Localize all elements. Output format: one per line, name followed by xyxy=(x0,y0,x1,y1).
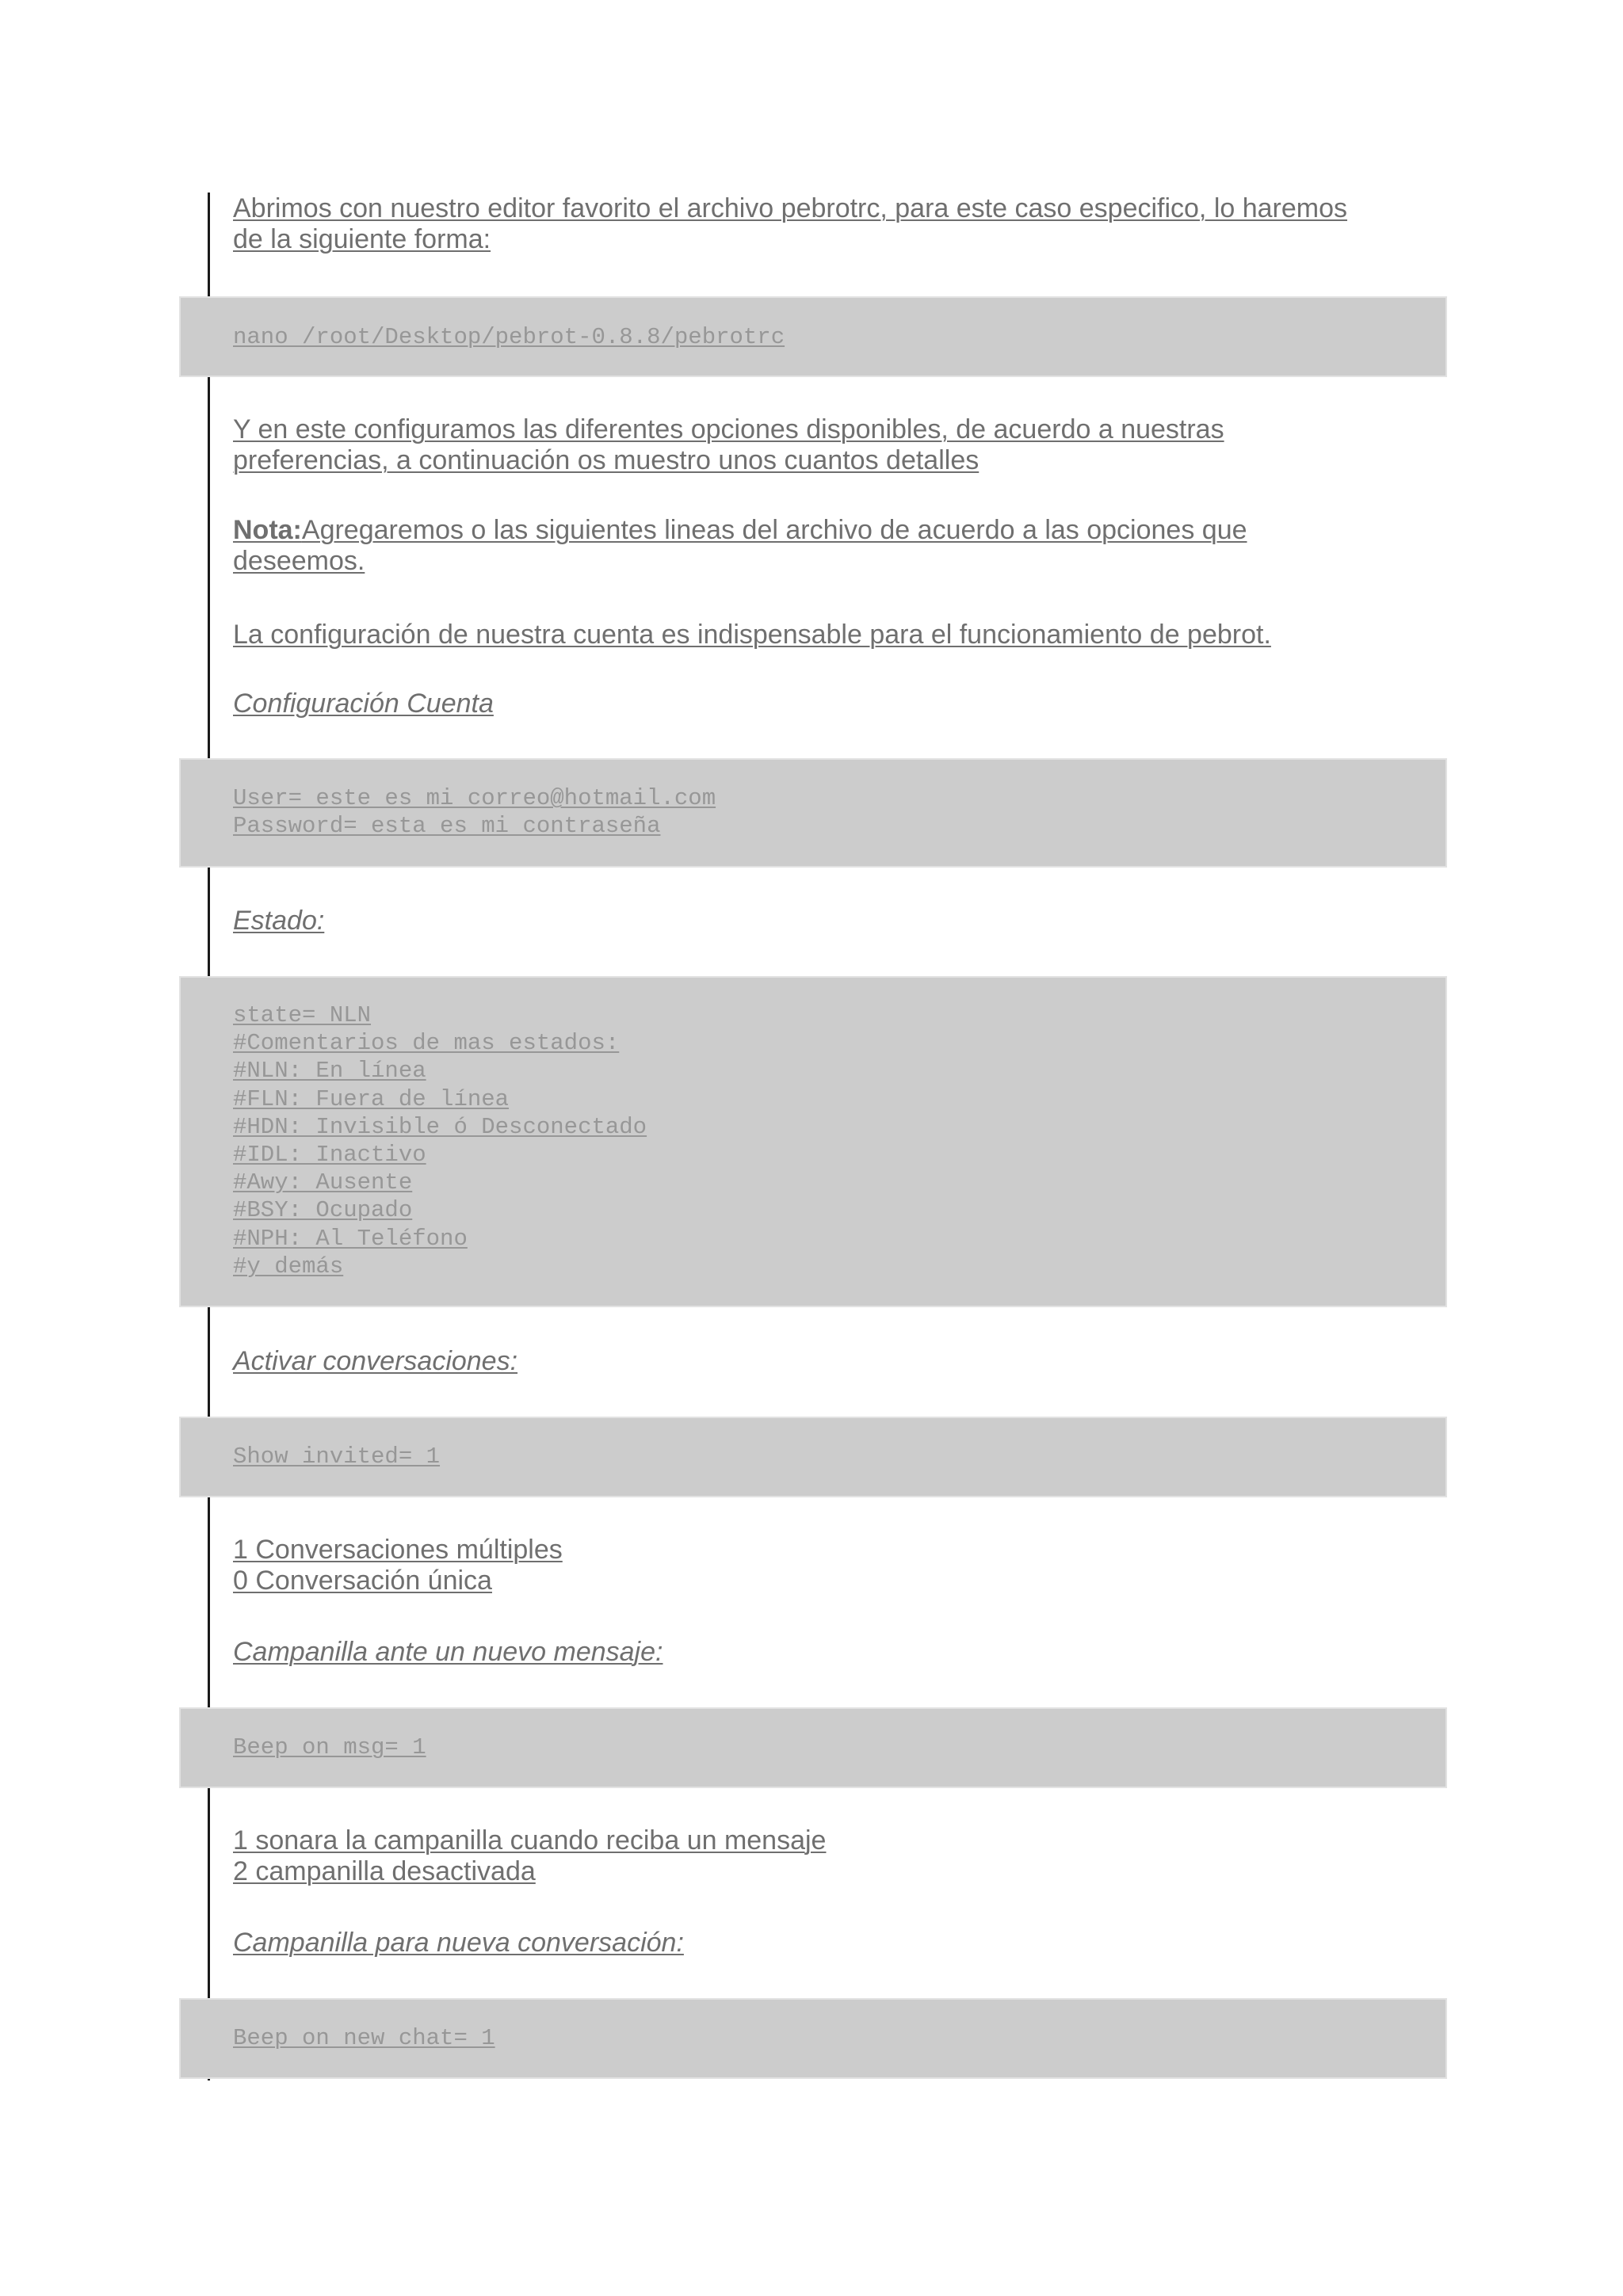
note-line-2: deseemos. xyxy=(233,546,365,576)
code-line: #HDN: Invisible ó Desconectado xyxy=(233,1113,647,1140)
note-paragraph xyxy=(233,515,1422,577)
heading-message-bell xyxy=(233,1637,1422,1668)
account-required-text: La configuración de nuestra cuenta es indispensable para el funcionamiento de pebrot. xyxy=(233,620,1271,650)
code-line: #Awy: Ausente xyxy=(233,1169,413,1196)
code-line: #BSY: Ocupado xyxy=(233,1197,413,1224)
intro-paragraph xyxy=(233,193,1422,255)
code-line: User= este es mi correo@hotmail.com xyxy=(233,785,716,811)
code-block-conversations xyxy=(233,1443,1422,1470)
heading-chat-bell xyxy=(233,1928,1422,1958)
code-line: #NPH: Al Teléfono xyxy=(233,1225,468,1252)
note-text: Agregaremos o las siguientes lineas del archivo de acuerdo a las opciones que xyxy=(301,515,1247,545)
heading-account-text: Configuración Cuenta xyxy=(233,688,494,719)
code-block-message-bell xyxy=(233,1733,1422,1761)
option-line: 2 campanilla desactivada xyxy=(233,1856,536,1886)
intro-line-2: de la siguiente forma: xyxy=(233,224,491,254)
heading-state-text: Estado: xyxy=(233,906,325,936)
account-required-paragraph xyxy=(233,620,1422,650)
code-block-account xyxy=(233,784,1422,840)
heading-conversations xyxy=(233,1346,1422,1377)
heading-state xyxy=(233,906,1422,936)
heading-chat-bell-text: Campanilla para nueva conversación: xyxy=(233,1928,684,1958)
code-line: #y demás xyxy=(233,1253,344,1280)
note-line-1 xyxy=(233,515,1422,546)
code-line: Show invited= 1 xyxy=(233,1444,441,1470)
code-block-state xyxy=(233,1001,1422,1280)
code-line: nano /root/Desktop/pebrot-0.8.8/pebrotrc xyxy=(233,324,785,350)
code-block-open-file xyxy=(233,323,1422,351)
code-block-chat-bell xyxy=(233,2024,1422,2052)
heading-message-bell-text: Campanilla ante un nuevo mensaje: xyxy=(233,1637,663,1667)
option-line: 0 Conversación única xyxy=(233,1566,492,1596)
config-intro-line-2: preferencias, a continuación os muestro unos cuantos detalles xyxy=(233,445,980,475)
note-label: Nota: xyxy=(233,515,302,545)
code-line: #NLN: En línea xyxy=(233,1058,426,1085)
code-line: state= NLN xyxy=(233,1002,372,1028)
config-intro-paragraph xyxy=(233,414,1422,476)
config-intro-line-1: Y en este configuramos las diferentes opciones disponibles, de acuerdo a nuestras xyxy=(233,414,1224,444)
code-line: #Comentarios de mas estados: xyxy=(233,1030,620,1057)
message-bell-options xyxy=(233,1825,1422,1887)
code-line: #IDL: Inactivo xyxy=(233,1142,426,1169)
code-line: Beep on msg= 1 xyxy=(233,1734,426,1760)
conversations-options xyxy=(233,1535,1422,1596)
heading-conversations-text: Activar conversaciones: xyxy=(233,1346,518,1376)
option-line: 1 sonara la campanilla cuando reciba un mensaje xyxy=(233,1825,827,1855)
heading-account xyxy=(233,688,1422,719)
option-line: 1 Conversaciones múltiples xyxy=(233,1535,563,1565)
code-line: #FLN: Fuera de línea xyxy=(233,1085,510,1112)
code-line: Password= esta es mi contraseña xyxy=(233,813,661,840)
intro-line-1: Abrimos con nuestro editor favorito el archivo pebrotrc, para este caso especifico, lo haremos xyxy=(233,193,1348,223)
code-line: Beep on new chat= 1 xyxy=(233,2025,495,2051)
